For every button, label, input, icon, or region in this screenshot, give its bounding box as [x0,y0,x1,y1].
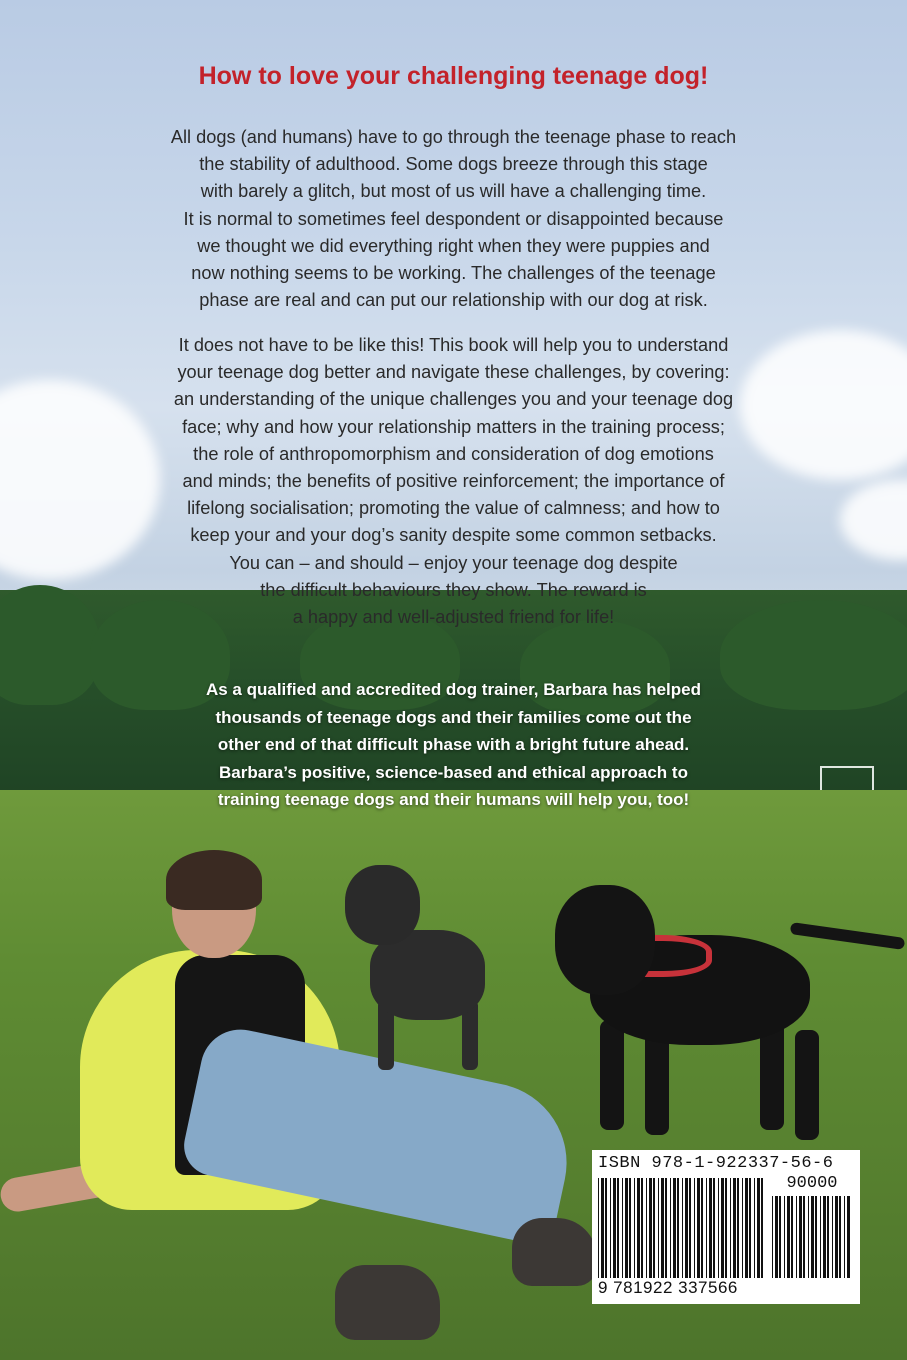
text-line: we thought we did everything right when they were puppies and [197,235,710,256]
bio-line: other end of that difficult phase with a bright future ahead. [217,735,690,754]
bio-line: training teenage dogs and their humans will help you, too! [217,790,690,809]
text-line: an understanding of the unique challenges you and your teenage dog [173,389,734,410]
text-line: You can – and should – enjoy your teenage dog despite [229,552,678,573]
dog-leg [600,1020,624,1130]
text-line: with barely a glitch, but most of us will have a challenging time. [200,181,707,202]
woman-hair [166,850,262,910]
text-line: the role of anthropomorphism and consideration of dog emotions [193,443,714,464]
blurb-title: How to love your challenging teenage dog! [198,62,709,90]
text-line: phase are real and can put our relationship with our dog at risk. [199,290,708,311]
barcode-addon-bars [772,1196,852,1278]
text-line: It is normal to sometimes feel despondent or disappointed because [183,208,724,229]
text-line: It does not have to be like this! This book will help you to understand [178,335,729,355]
text-line: All dogs (and humans) have to go through the teenage phase to reach [170,127,737,147]
isbn-label: ISBN 978-1-922337-56-6 [598,1154,834,1173]
bio-line: Barbara’s positive, science-based and ethical approach to [219,762,688,782]
spotted-dog-head [345,865,420,945]
text-line: and minds; the benefits of positive reinforcement; the importance of [182,471,725,492]
barcode-bars [598,1178,768,1278]
barcode-addon-number: 90000 [786,1174,838,1193]
isbn-barcode [592,1150,860,1304]
text-line: face; why and how your relationship matters in the training process; [182,416,725,437]
text-line: keep your and your dog’s sanity despite some common setbacks. [190,525,717,546]
text-line: lifelong socialisation; promoting the value of calmness; and how to [187,498,720,519]
cloud-far-right [840,480,907,560]
text-line: now nothing seems to be working. The challenges of the teenage [191,263,716,284]
author-bio [150,676,757,814]
bio-line: thousands of teenage dogs and their families come out the [215,707,692,727]
blurb-paragraph-1 [110,124,797,314]
woman-shoe [335,1265,440,1340]
text-line: the stability of adulthood. Some dogs breeze through this stage [199,154,708,175]
black-dog-head [555,885,655,995]
text-line: the difficult behaviours they show. The reward is [260,579,647,600]
dog-leg [795,1030,819,1140]
bio-line: As a qualified and accredited dog trainer, Barbara has helped [205,680,702,699]
soccer-goal [820,766,874,790]
woman-shoe [512,1218,597,1286]
text-line: your teenage dog better and navigate these challenges, by covering: [177,362,730,383]
text-line: a happy and well-adjusted friend for life! [292,607,615,628]
ean-number: 9 781922 337566 [598,1278,738,1297]
blurb-paragraph-2 [110,332,797,631]
